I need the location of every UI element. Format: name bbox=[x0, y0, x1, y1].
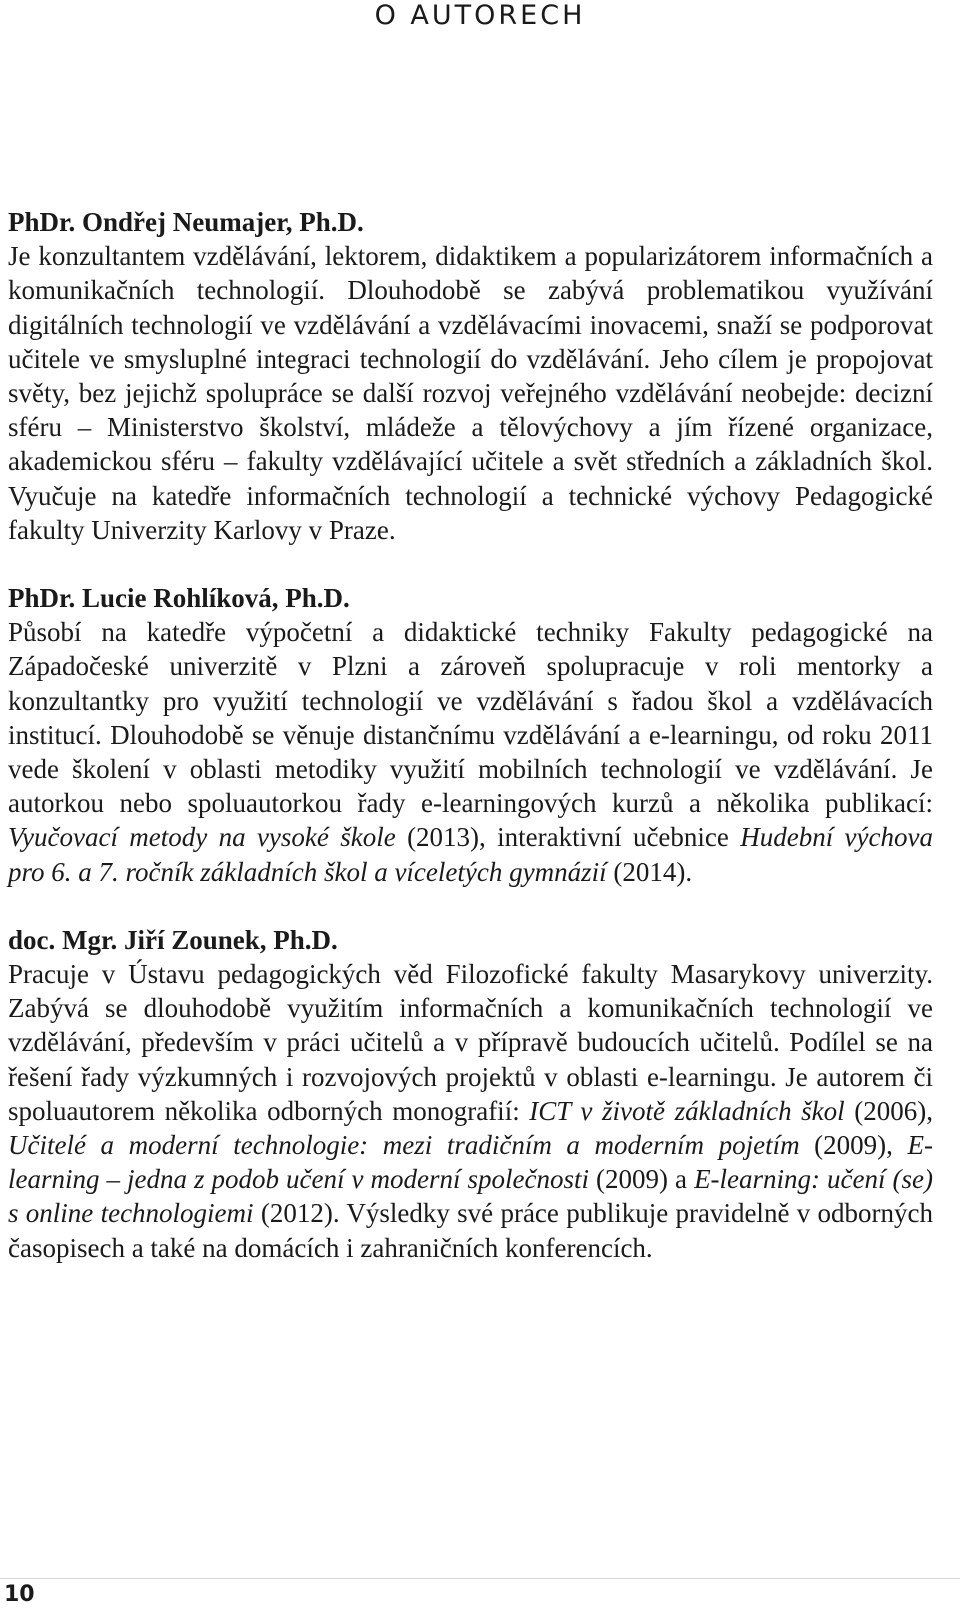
bio-text: (2006), bbox=[844, 1095, 934, 1126]
author-entry bbox=[8, 581, 933, 889]
bio-text: (2009), bbox=[799, 1130, 908, 1161]
authors-section bbox=[8, 205, 933, 1299]
bio-text: Působí na katedře výpočetní a didaktické techniky Fakulty pedagogické na Západočeské univerzitě v Plzni a zároveň spolupracuje v roli mentorky a konzultantky pro využití technologií ve vzdělávání s řadou škol a vzdělávacích institucí. Dlouhodobě se věnuje distančnímu vzdělávání a e-learningu, od roku 2011 vede školení v oblasti metodiky využití mobilních technologií ve vzdělávání. Je autorkou nebo spoluautorkou řady e-learningových kurzů a několika publikací: bbox=[8, 617, 933, 819]
bio-text: (2014). bbox=[606, 856, 693, 887]
publication-title: Učitelé a moderní technologie: mezi tradičním a moderním pojetím bbox=[8, 1130, 800, 1161]
bio-text: (2012). Výsledky své práce publikuje pravidelně v odborných časopisech a také na domácích i zahraničních konferencích. bbox=[8, 1198, 933, 1263]
bio-text: Je konzultantem vzdělávání, lektorem, didaktikem a popularizátorem informačních a komunikačních technologií. Dlouhodobě se zabývá problematikou využívání digitálních technologií ve vzdělávání a vzdělávacími inovacemi, snaží se podporovat učitele ve smysluplné integraci technologií do vzdělávání. Jeho cílem je propojovat světy, bez jejichž spolupráce se další rozvoj veřejného vzdělávání neobejde: decizní sféru – Ministerstvo školství, mládeže a tělovýchovy a jím řízené organizace, akademickou sféru – fakulty vzdělávající učitele a svět středních a základních škol. Vyučuje na katedře informačních technologií a technické výchovy Pedagogické fakulty Univerzity Karlovy v Praze. bbox=[8, 241, 933, 545]
bio-text: (2009) a bbox=[589, 1164, 695, 1195]
author-bio bbox=[8, 615, 933, 889]
running-head: O AUTORECH bbox=[374, 0, 586, 31]
author-name: PhDr. Lucie Rohlíková, Ph.D. bbox=[8, 583, 350, 614]
author-name: doc. Mgr. Jiří Zounek, Ph.D. bbox=[8, 924, 338, 955]
bio-text: (2013), interaktivní učebnice bbox=[395, 822, 741, 853]
author-bio bbox=[8, 239, 933, 547]
publication-title: E-learning – jedna z podob učení v moderní společnosti bbox=[8, 1130, 933, 1195]
publication-title: E-learning: učení (se) s online technologiemi bbox=[8, 1164, 934, 1229]
author-entry bbox=[8, 205, 933, 547]
footer-divider bbox=[0, 1578, 960, 1579]
publication-title: Vyučovací metody na vysoké škole bbox=[8, 822, 396, 853]
author-entry bbox=[8, 923, 933, 1265]
publication-title: ICT v životě základních škol bbox=[529, 1095, 845, 1126]
page-number: 10 bbox=[4, 1582, 35, 1607]
publication-title: Hudební výchova pro 6. a 7. ročník základních škol a víceletých gymnázií bbox=[8, 822, 933, 887]
bio-text: Pracuje v Ústavu pedagogických věd Filozofické fakulty Masarykovy univerzity. Zabývá se dlouhodobě využitím informačních a komunikačních technologií ve vzdělávání, především v práci učitelů a v přípravě budoucích učitelů. Podílel se na řešení řady výzkumných i rozvojových projektů v oblasti e-learningu. Je autorem či spoluautorem několika odborných monografií: bbox=[8, 959, 933, 1126]
author-name: PhDr. Ondřej Neumajer, Ph.D. bbox=[8, 207, 364, 237]
author-bio bbox=[8, 957, 933, 1265]
